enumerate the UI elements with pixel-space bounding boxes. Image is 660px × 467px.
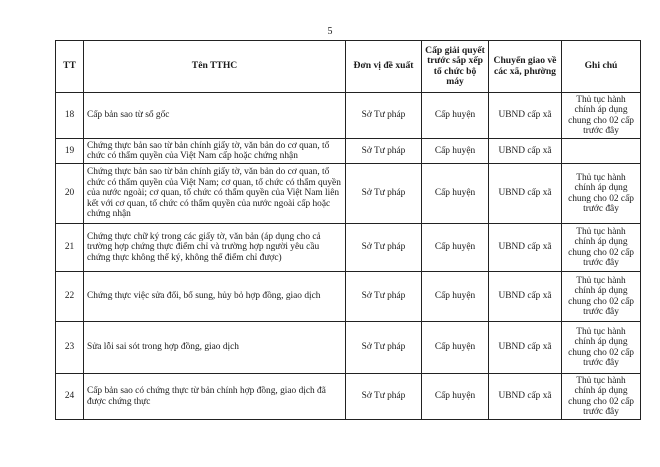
- row-name: Chứng thực chữ ký trong các giấy tờ, văn bản (áp dụng cho cả trường hợp chứng thực điểm chỉ và trường hợp người yêu cầu chứng thực không thể ký, không thể điểm chỉ được): [84, 224, 346, 272]
- row-note: Thủ tục hành chính áp dụng chung cho 02 cấp trước đây: [562, 374, 641, 420]
- row-tt: 20: [56, 164, 84, 224]
- table-row: [56, 93, 641, 139]
- row-unit: Sở Tư pháp: [346, 272, 422, 322]
- row-name: Cấp bản sao có chứng thực từ bản chính hợp đồng, giao dịch đã được chứng thực: [84, 374, 346, 420]
- row-unit: Sở Tư pháp: [346, 93, 422, 139]
- row-unit: Sở Tư pháp: [346, 322, 422, 374]
- row-name: Chứng thực việc sửa đổi, bổ sung, hủy bỏ hợp đồng, giao dịch: [84, 272, 346, 322]
- header-note: Ghi chú: [562, 41, 641, 93]
- row-note: Thủ tục hành chính áp dụng chung cho 02 cấp trước đây: [562, 93, 641, 139]
- table-row: [56, 164, 641, 224]
- row-transfer: UBND cấp xã: [489, 322, 562, 374]
- row-transfer: UBND cấp xã: [489, 272, 562, 322]
- table-row: [56, 322, 641, 374]
- row-unit: Sở Tư pháp: [346, 164, 422, 224]
- header-level: Cấp giải quyết trước sắp xếp tổ chức bộ máy: [422, 41, 489, 93]
- row-transfer: UBND cấp xã: [489, 93, 562, 139]
- row-level: Cấp huyện: [422, 139, 489, 164]
- row-level: Cấp huyện: [422, 93, 489, 139]
- header-tt: TT: [56, 41, 84, 93]
- row-note: Thủ tục hành chính áp dụng chung cho 02 cấp trước đây: [562, 224, 641, 272]
- row-name: Cấp bản sao từ sổ gốc: [84, 93, 346, 139]
- row-tt: 24: [56, 374, 84, 420]
- table-row: [56, 374, 641, 420]
- row-note: [562, 139, 641, 164]
- page-number: 5: [327, 26, 333, 37]
- row-tt: 18: [56, 93, 84, 139]
- row-transfer: UBND cấp xã: [489, 139, 562, 164]
- table-header-row: [56, 41, 641, 93]
- table-row: [56, 224, 641, 272]
- row-name: Sửa lỗi sai sót trong hợp đồng, giao dịch: [84, 322, 346, 374]
- row-transfer: UBND cấp xã: [489, 224, 562, 272]
- header-name: Tên TTHC: [84, 41, 346, 93]
- row-unit: Sở Tư pháp: [346, 374, 422, 420]
- row-note: Thủ tục hành chính áp dụng chung cho 02 cấp trước đây: [562, 322, 641, 374]
- row-name: Chứng thực bản sao từ bản chính giấy tờ, văn bản do cơ quan, tổ chức có thẩm quyền của Việt Nam cấp hoặc chứng nhận: [84, 139, 346, 164]
- procedures-table: [55, 40, 641, 420]
- row-level: Cấp huyện: [422, 272, 489, 322]
- header-unit: Đơn vị đề xuất: [346, 41, 422, 93]
- row-note: Thủ tục hành chính áp dụng chung cho 02 cấp trước đây: [562, 272, 641, 322]
- row-level: Cấp huyện: [422, 322, 489, 374]
- row-unit: Sở Tư pháp: [346, 139, 422, 164]
- row-unit: Sở Tư pháp: [346, 224, 422, 272]
- row-level: Cấp huyện: [422, 224, 489, 272]
- row-level: Cấp huyện: [422, 164, 489, 224]
- row-name: Chứng thực bản sao từ bản chính giấy tờ, văn bản do cơ quan, tổ chức có thẩm quyền của Việt Nam; cơ quan, tổ chức có thẩm quyền của nước ngoài; cơ quan, tổ chức có thẩm quyền của Việt Nam liên kết với cơ quan, tổ chức có thẩm quyền của nước ngoài cấp hoặc chứng nhận: [84, 164, 346, 224]
- table-row: [56, 139, 641, 164]
- header-transfer: Chuyển giao về các xã, phường: [489, 41, 562, 93]
- table-row: [56, 272, 641, 322]
- row-note: Thủ tục hành chính áp dụng chung cho 02 cấp trước đây: [562, 164, 641, 224]
- row-transfer: UBND cấp xã: [489, 164, 562, 224]
- row-tt: 21: [56, 224, 84, 272]
- row-tt: 23: [56, 322, 84, 374]
- row-tt: 22: [56, 272, 84, 322]
- row-transfer: UBND cấp xã: [489, 374, 562, 420]
- row-tt: 19: [56, 139, 84, 164]
- row-level: Cấp huyện: [422, 374, 489, 420]
